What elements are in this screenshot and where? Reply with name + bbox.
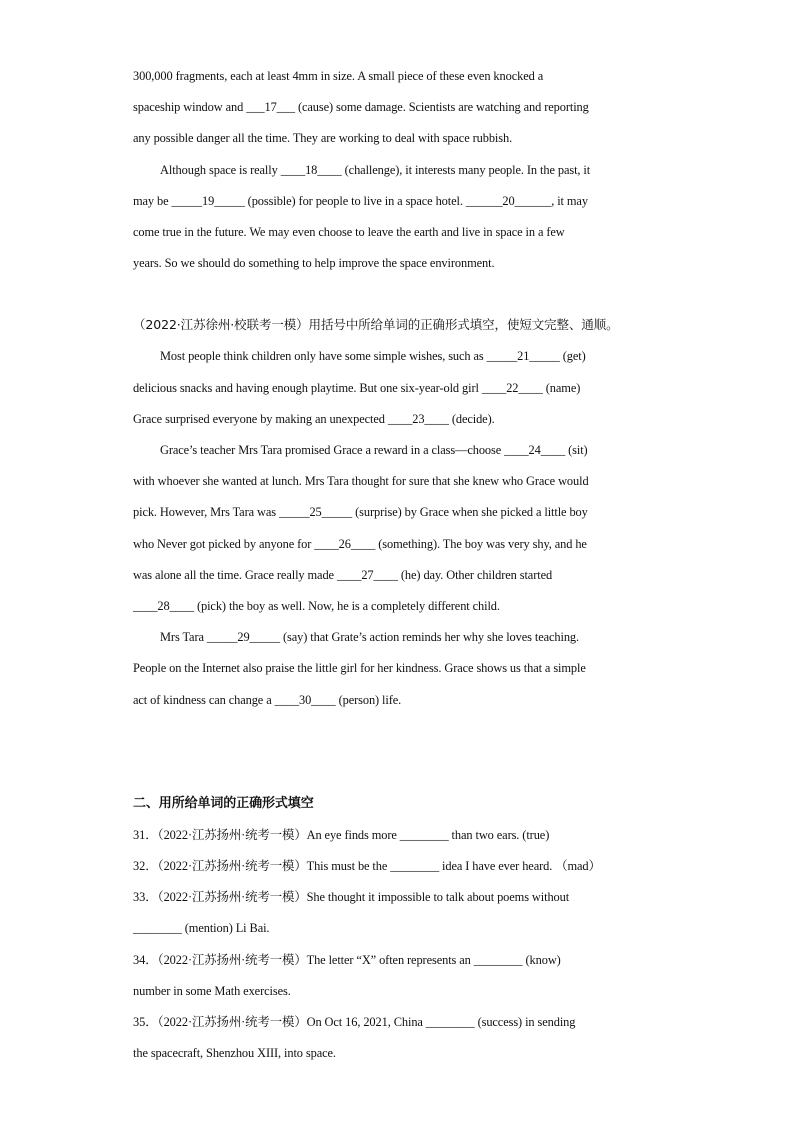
- text-run: (possible) for people to live in a space hotel.: [244, 194, 466, 208]
- text-run: 300,000 fragments, each at least 4mm in size. A small piece of these even knocked a: [133, 69, 544, 83]
- passage2-line-8: [133, 567, 552, 583]
- question-31: 31．（2022·江苏扬州·统考一模）An eye finds more ________ than two ears. (true): [133, 828, 550, 842]
- question-35-line-2: the spacecraft, Shenzhou XIII, into space.: [133, 1046, 336, 1060]
- text-run: , it may: [551, 194, 588, 208]
- text-run: delicious snacks and having enough playtime. But one six-year-old girl: [133, 381, 482, 395]
- text-run: Grace surprised everyone by making an unexpected: [133, 412, 388, 426]
- text-run: Most people think children only have some simple wishes, such as: [160, 349, 487, 363]
- text-run: (something). The boy was very shy, and he: [375, 537, 587, 551]
- passage1-line-5: [133, 193, 588, 209]
- passage2-line-2: [133, 380, 580, 396]
- blank-22[interactable]: ____22____: [481, 381, 543, 395]
- passage1-line-1: [133, 68, 543, 84]
- text-run: (challenge), it interests many people. In the past, it: [341, 163, 591, 177]
- text-run: pick. However, Mrs Tara was: [133, 505, 279, 519]
- text-run: Mrs Tara: [160, 630, 207, 644]
- text-run: Grace’s teacher Mrs Tara promised Grace a reward in a class—choose: [160, 443, 505, 457]
- question-33-line-1: 33．（2022·江苏扬州·统考一模）She thought it impossible to talk about poems without: [133, 890, 570, 904]
- text-run: (pick) the boy as well. Now, he is a completely different child.: [193, 599, 500, 613]
- text-run: any possible danger all the time. They are working to deal with space rubbish.: [133, 131, 513, 145]
- question-32: 32．（2022·江苏扬州·统考一模）This must be the ________ idea I have ever heard. （mad）: [133, 859, 601, 873]
- text-run: (person) life.: [335, 693, 402, 707]
- passage2-line-1: [160, 348, 586, 364]
- passage1-line-4: [160, 162, 590, 178]
- text-run: (he) day. Other children started: [397, 568, 553, 582]
- blank-30[interactable]: ____30____: [274, 693, 336, 707]
- blank-19[interactable]: _____19_____: [171, 194, 245, 208]
- passage2-line-11: People on the Internet also praise the little girl for her kindness. Grace shows us that a simple: [133, 661, 586, 675]
- question-35-line-1: 35．（2022·江苏扬州·统考一模）On Oct 16, 2021, China ________ (success) in sending: [133, 1015, 576, 1029]
- passage1-line-3: [133, 130, 512, 146]
- blank-20[interactable]: ______20______: [465, 194, 552, 208]
- blank-17[interactable]: ___17___: [246, 100, 295, 114]
- text-run: (name): [542, 381, 581, 395]
- text-run: (sit): [565, 443, 588, 457]
- text-run: was alone all the time. Grace really made: [133, 568, 337, 582]
- blank-26[interactable]: ____26____: [314, 537, 376, 551]
- text-run: (decide).: [448, 412, 495, 426]
- passage2-line-5: with whoever she wanted at lunch. Mrs Tara thought for sure that she knew who Grace would: [133, 474, 589, 488]
- blank-25[interactable]: _____25_____: [278, 505, 353, 519]
- blank-28[interactable]: ____28____: [133, 599, 194, 613]
- blank-18[interactable]: ____18____: [280, 163, 342, 177]
- text-run: come true in the future. We may even choose to leave the earth and live in space in a few: [133, 225, 565, 239]
- passage2-line-6: [133, 504, 588, 520]
- passage1-line-7: [133, 255, 494, 271]
- text-run: may be: [133, 194, 172, 208]
- blank-29[interactable]: _____29_____: [206, 630, 281, 644]
- section2-heading: 二、用所给单词的正确形式填空: [133, 796, 314, 811]
- text-run: spaceship window and: [133, 100, 247, 114]
- passage2-line-10: [160, 629, 579, 645]
- text-run: (get): [559, 349, 586, 363]
- passage2-line-9: [133, 598, 500, 614]
- question-34-line-2: number in some Math exercises.: [133, 984, 291, 998]
- blank-23[interactable]: ____23____: [387, 412, 449, 426]
- blank-27[interactable]: ____27____: [336, 568, 398, 582]
- question-34-line-1: 34．（2022·江苏扬州·统考一模）The letter “X” often represents an ________ (know): [133, 953, 561, 967]
- passage2-line-4: [160, 442, 588, 458]
- text-run: (cause) some damage. Scientists are watching and reporting: [294, 100, 589, 114]
- text-run: who Never got picked by anyone for: [133, 537, 315, 551]
- blank-24[interactable]: ____24____: [504, 443, 566, 457]
- passage2-line-3: [133, 411, 495, 427]
- text-run: years. So we should do something to help improve the space environment.: [133, 256, 495, 270]
- text-run: act of kindness can change a: [133, 693, 275, 707]
- passage1-line-6: [133, 224, 565, 240]
- text-run: (surprise) by Grace when she picked a little boy: [352, 505, 588, 519]
- section-intro: （2022·江苏徐州·校联考一模）用括号中所给单词的正确形式填空，使短文完整、通顺。: [133, 317, 619, 332]
- text-run: Although space is really: [160, 163, 281, 177]
- passage1-line-2: [133, 99, 589, 115]
- question-33-line-2: ________ (mention) Li Bai.: [133, 921, 270, 935]
- blank-21[interactable]: _____21_____: [486, 349, 560, 363]
- passage2-line-7: [133, 536, 587, 552]
- passage2-line-12: [133, 692, 401, 708]
- text-run: (say) that Grate’s action reminds her why she loves teaching.: [280, 630, 580, 644]
